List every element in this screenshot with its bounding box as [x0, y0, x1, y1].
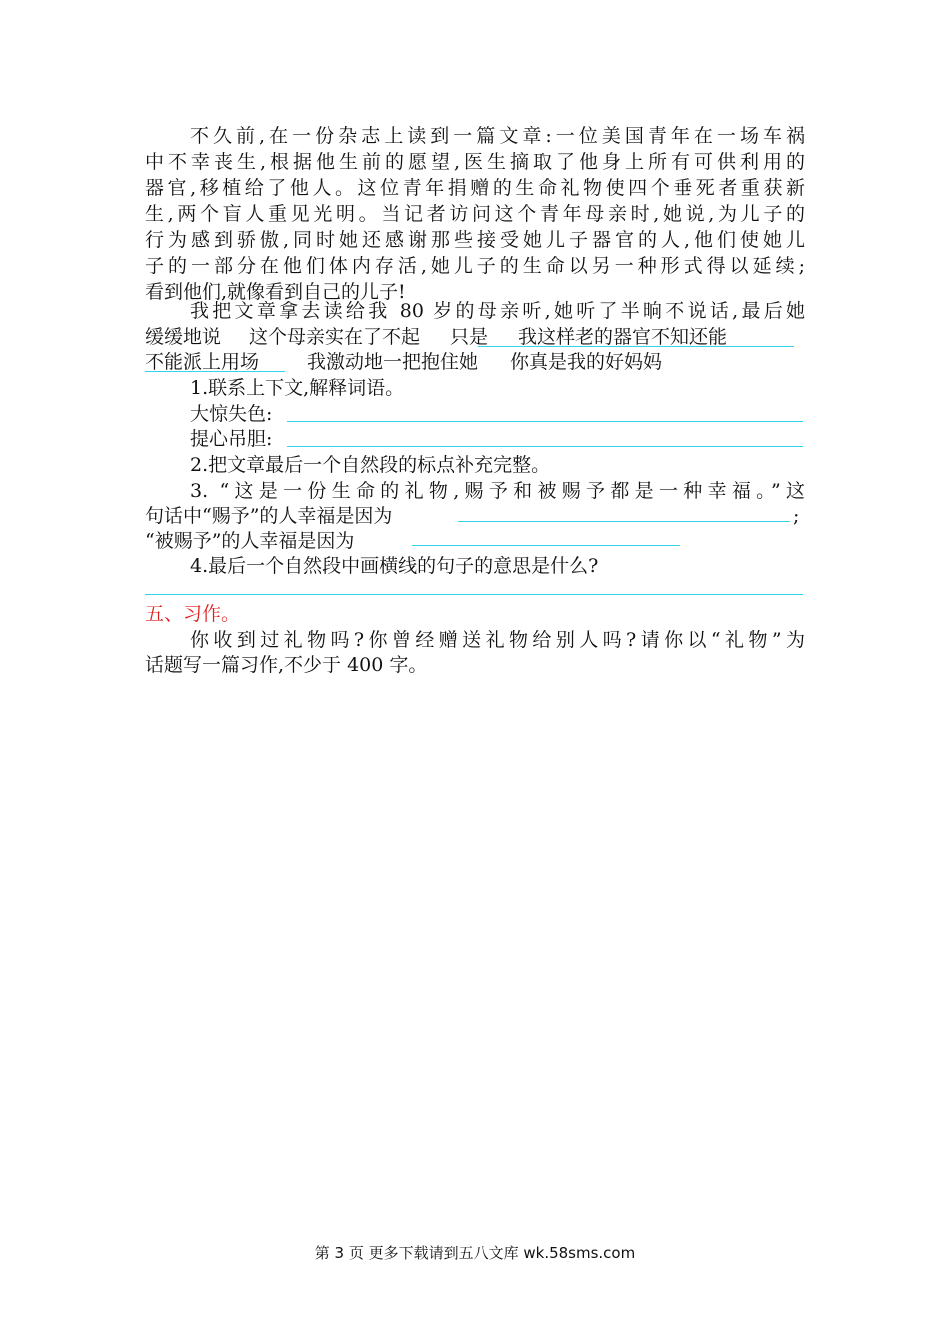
essay-prompt: 你收到过礼物吗?你曾经赠送礼物给别人吗?请你以“礼物”为: [190, 629, 805, 651]
question-3-line: 句话中“赐予”的人幸福是因为: [145, 505, 393, 527]
term-label: 大惊失色:: [190, 403, 273, 425]
answer-line[interactable]: [287, 421, 803, 422]
question-2: 2.把文章最后一个自然段的标点补充完整。: [190, 454, 551, 476]
semicolon: ;: [793, 505, 800, 527]
article-line: 我把文章拿去读给我 80 岁的母亲听,她听了半晌不说话,最后她: [190, 300, 805, 322]
question-3-line: “被赐予”的人幸福是因为: [145, 530, 355, 552]
answer-line[interactable]: [458, 521, 790, 522]
article-line: 器官,移植给了他人。这位青年捐赠的生命礼物使四个垂死者重获新: [145, 177, 805, 199]
article-line: 子的一部分在他们体内存活,她儿子的生命以另一种形式得以延续;: [145, 255, 805, 277]
question-4: 4.最后一个自然段中画横线的句子的意思是什么?: [190, 555, 599, 577]
answer-line[interactable]: [412, 545, 680, 546]
article-text: 我激动地一把抱住她: [307, 351, 479, 373]
underlined-sentence: 不能派上用场: [145, 351, 260, 373]
term-label: 提心吊胆:: [190, 428, 273, 450]
page-footer: 第 3 页 更多下载请到五八文库 wk.58sms.com: [314, 1244, 636, 1262]
answer-line[interactable]: [287, 446, 803, 447]
article-line: 不久前,在一份杂志上读到一篇文章:一位美国青年在一场车祸: [190, 125, 805, 147]
sentence-underline: [478, 346, 794, 347]
article-text: 缓缓地说: [145, 326, 222, 348]
article-text: 只是: [450, 326, 489, 348]
answer-line[interactable]: [145, 594, 803, 595]
article-line: 看到他们,就像看到自己的儿子!: [145, 281, 406, 303]
article-text: 你真是我的好妈妈: [510, 351, 663, 373]
article-line: 中不幸丧生,根据他生前的愿望,医生摘取了他身上所有可供利用的: [145, 151, 805, 173]
sentence-underline: [145, 371, 285, 372]
section-heading: 五、习作。: [145, 603, 241, 625]
essay-prompt: 话题写一篇习作,不少于 400 字。: [145, 654, 428, 676]
article-line: 生,两个盲人重见光明。当记者访问这个青年母亲时,她说,为儿子的: [145, 203, 805, 225]
question-3: 3. “这是一份生命的礼物,赐予和被赐予都是一种幸福。”这: [190, 480, 805, 502]
article-text: 这个母亲实在了不起: [249, 326, 421, 348]
question-1: 1.联系上下文,解释词语。: [190, 377, 405, 399]
underlined-sentence: 我这样老的器官不知还能: [518, 326, 728, 348]
article-line: 行为感到骄傲,同时她还感谢那些接受她儿子器官的人,他们使她儿: [145, 229, 805, 251]
